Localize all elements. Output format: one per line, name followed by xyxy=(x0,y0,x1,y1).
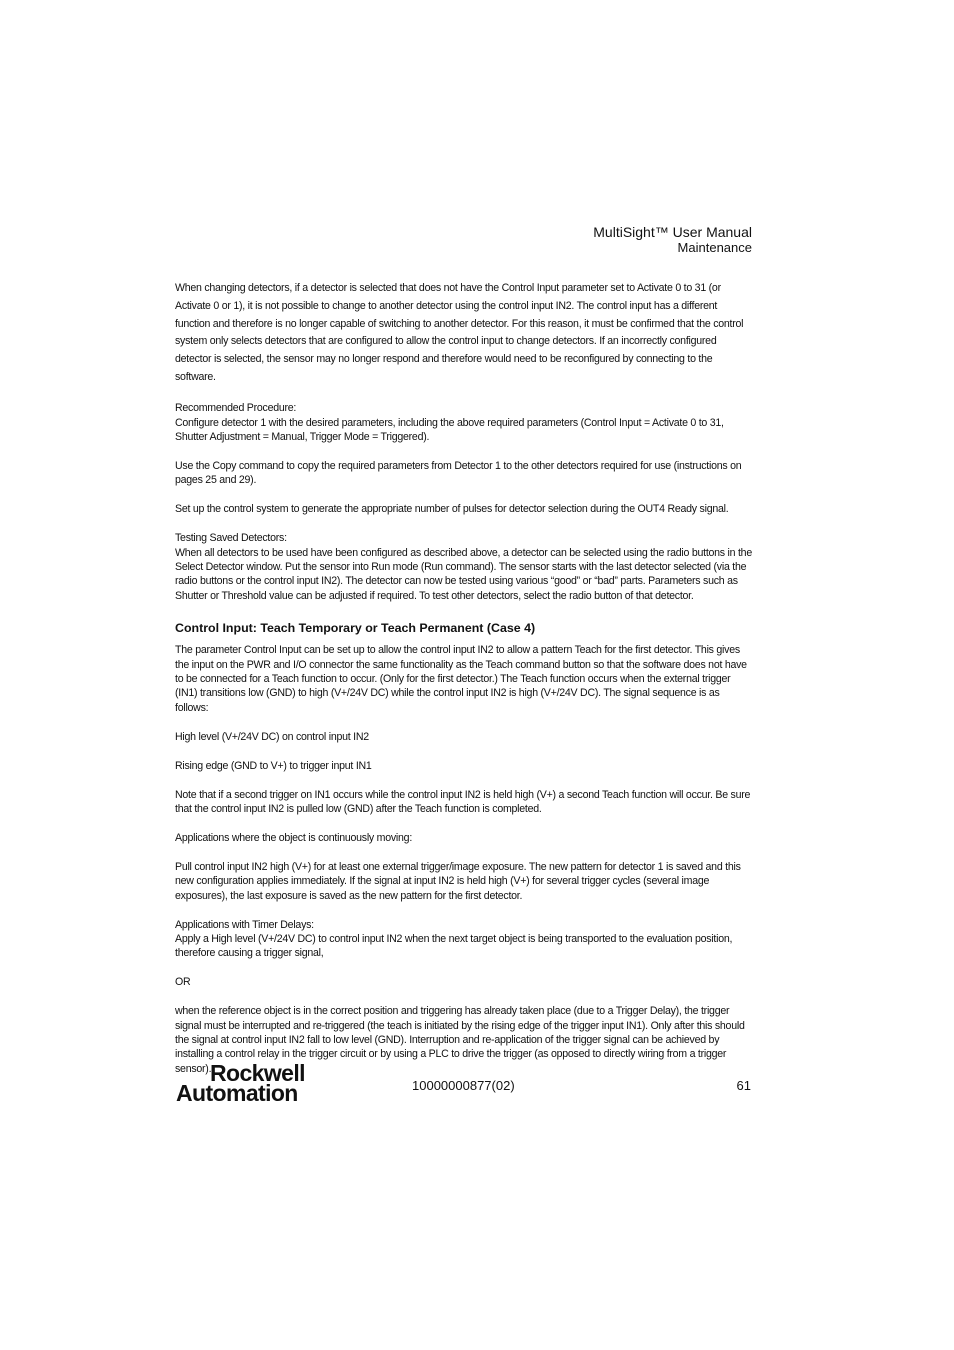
page-content xyxy=(175,280,752,1076)
signal-step-1: High level (V+/24V DC) on control input IN2 xyxy=(175,730,369,743)
signal-step-2: Rising edge (GND to V+) to trigger input IN1 xyxy=(175,759,372,772)
or-text: OR xyxy=(175,976,191,989)
recommended-procedure-text: Configure detector 1 with the desired parameters, including the above required parameters (Control Input = Activate 0 to 31, Shutter Adjustment = Manual, Trigger Mode = Triggered). xyxy=(175,416,724,444)
reference-object-text: when the reference object is in the correct position and triggering has already taken place (due to a Trigger Delay), the trigger signal must be interrupted and re-triggered (the teach is initiated by the rising edge of the trigger input IN1). Only after this should the signal at control input IN2 fall to low level (GND). Interruption and re-application of the trigger signal can be achieved by installing a control relay in the trigger circuit or by using a PLC to drive the trigger (as opposed to directly wiring from a trigger sensor). xyxy=(175,1005,745,1075)
moving-object-heading: Applications where the object is continuously moving: xyxy=(175,831,413,844)
logo-line-2: Automation xyxy=(176,1080,298,1106)
page-header xyxy=(593,224,752,255)
teach-paragraph: The parameter Control Input can be set up to allow the control input IN2 to allow a pattern Teach for the first detector. This gives the input on the PWR and I/O connector the same functionality as the Teach command button so that the software does not have to be connected for a Teach function to occur. (Only for the first detector.) The Teach function occurs when the external trigger (IN1) transitions low (GND) to high (V+/24V DC) while the control input IN2 is high (V+/24V DC). The signal sequence is as follows: xyxy=(175,644,747,714)
setup-control-text: Set up the control system to generate the appropriate number of pulses for detector selection during the OUT4 Ready signal. xyxy=(175,503,729,516)
intro-paragraph: When changing detectors, if a detector is selected that does not have the Control Input parameter set to Activate 0 to 31 (or Activate 0 or 1), it is not possible to change to another detector using the control input IN2. The control input has a different function and therefore is no longer capable of switching to another detector. For this reason, it must be confirmed that the control system only selects detectors that are configured to allow the control input to change detectors. If an incorrectly configured detector is selected, the sensor may no longer respond and therefore would need to be reconfigured by connecting to the software. xyxy=(175,282,744,383)
document-number: 10000000877(02) xyxy=(412,1078,515,1093)
recommended-procedure-heading: Recommended Procedure: xyxy=(175,402,297,415)
rockwell-automation-logo xyxy=(176,1060,305,1106)
logo-line-1: Rockwell xyxy=(210,1060,305,1086)
manual-title: MultiSight™ User Manual xyxy=(593,224,752,240)
pull-control-text: Pull control input IN2 high (V+) for at least one external trigger/image exposure. The new pattern for detector 1 is saved and this new configuration applies immediately. If the signal at input IN2 is held high (V+) for several trigger cycles (several image exposures), the last exposure is saved as the new pattern for the first detector. xyxy=(175,860,741,902)
apply-high-level-text: Apply a High level (V+/24V DC) to control input IN2 when the next target object is being transported to the evaluation position, therefore causing a trigger signal, xyxy=(175,932,733,960)
testing-saved-detectors-heading: Testing Saved Detectors: xyxy=(175,532,287,545)
testing-saved-detectors-text: When all detectors to be used have been configured as described above, a detector can be selected using the radio buttons in the Select Detector window. Put the sensor into Run mode (Run command). The sensor starts with the last detector selected (via the radio buttons or the control input IN2). The detector can now be tested using various “good” or “bad” parts. Parameters such as Shutter or Threshold value can be adjusted if required. To test other detectors, select the radio button of that detector. xyxy=(175,546,752,602)
copy-command-text: Use the Copy command to copy the required parameters from Detector 1 to the other detectors required for use (instructions on pages 25 and 29). xyxy=(175,460,742,487)
timer-delays-heading: Applications with Timer Delays: xyxy=(175,918,314,931)
section-name: Maintenance xyxy=(677,240,752,255)
second-trigger-note: Note that if a second trigger on IN1 occurs while the control input IN2 is held high (V+) a second Teach function will occur. Be sure that the control input IN2 is pulled low (GND) after the Teach function is completed. xyxy=(175,788,751,815)
page-number: 61 xyxy=(736,1078,751,1093)
section-heading: Control Input: Teach Temporary or Teach Permanent (Case 4) xyxy=(175,621,536,636)
